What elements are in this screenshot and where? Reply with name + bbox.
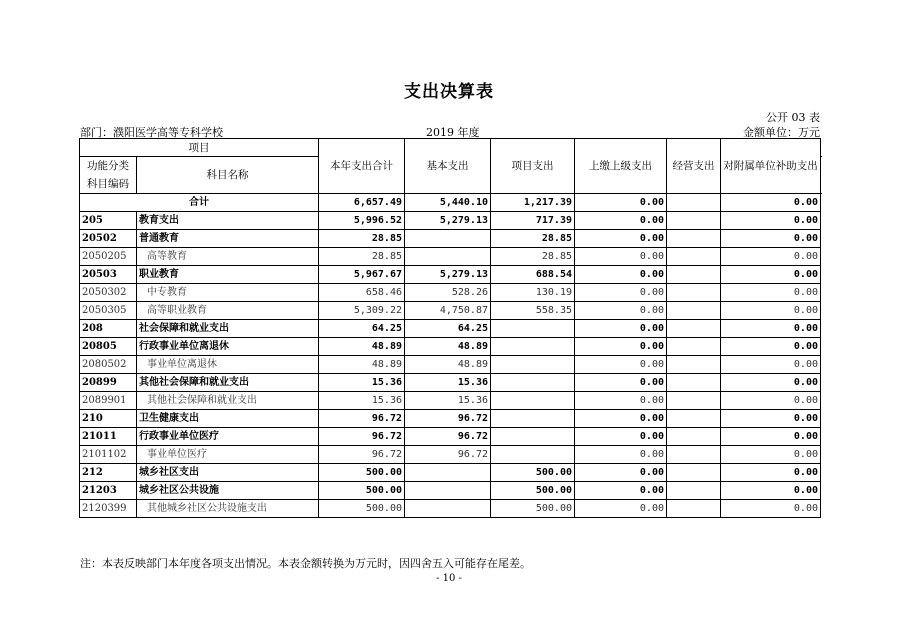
form-code: 公开 03 表 xyxy=(766,111,820,124)
basic-cell xyxy=(405,464,491,482)
basic-cell xyxy=(405,482,491,500)
table-row xyxy=(80,428,821,446)
operating-cell xyxy=(667,266,721,284)
table-row xyxy=(80,212,821,230)
total-label: 合计 xyxy=(80,194,319,212)
table-row xyxy=(80,248,821,266)
basic-cell: 48.89 xyxy=(405,356,491,374)
subsidy-cell: 0.00 xyxy=(721,356,821,374)
subject-code: 205 xyxy=(80,212,137,230)
operating-cell xyxy=(667,284,721,302)
subject-name: 行政事业单位离退休 xyxy=(137,338,319,356)
upper-cell: 0.00 xyxy=(575,248,667,266)
operating-cell xyxy=(667,482,721,500)
subsidy-cell: 0.00 xyxy=(721,194,821,212)
subject-name: 事业单位医疗 xyxy=(137,446,319,464)
upper-cell: 0.00 xyxy=(575,302,667,320)
project-cell xyxy=(491,338,575,356)
subsidy-cell: 0.00 xyxy=(721,482,821,500)
table-row xyxy=(80,320,821,338)
upper-cell: 0.00 xyxy=(575,500,667,518)
subject-code: 208 xyxy=(80,320,137,338)
upper-cell: 0.00 xyxy=(575,284,667,302)
subject-code: 2050302 xyxy=(80,284,137,302)
header-item: 项目 xyxy=(80,139,319,157)
subject-code: 2050305 xyxy=(80,302,137,320)
table-row xyxy=(80,374,821,392)
basic-cell: 48.89 xyxy=(405,338,491,356)
basic-cell: 15.36 xyxy=(405,392,491,410)
total-row xyxy=(80,194,821,212)
table-row xyxy=(80,266,821,284)
subject-code: 2050205 xyxy=(80,248,137,266)
upper-cell: 0.00 xyxy=(575,212,667,230)
subject-code: 20503 xyxy=(80,266,137,284)
operating-cell xyxy=(667,410,721,428)
subsidy-cell: 0.00 xyxy=(721,230,821,248)
operating-cell xyxy=(667,428,721,446)
table-row xyxy=(80,230,821,248)
total-cell: 500.00 xyxy=(319,464,405,482)
subject-code: 2089901 xyxy=(80,392,137,410)
header-subject-name: 科目名称 xyxy=(137,157,319,194)
total-cell: 15.36 xyxy=(319,374,405,392)
subsidy-cell: 0.00 xyxy=(721,392,821,410)
operating-cell xyxy=(667,302,721,320)
expenditure-table xyxy=(79,138,821,518)
basic-cell: 64.25 xyxy=(405,320,491,338)
upper-cell: 0.00 xyxy=(575,464,667,482)
subject-code: 21011 xyxy=(80,428,137,446)
project-cell xyxy=(491,410,575,428)
upper-cell: 0.00 xyxy=(575,374,667,392)
subject-name: 教育支出 xyxy=(137,212,319,230)
project-cell xyxy=(491,356,575,374)
operating-cell xyxy=(667,500,721,518)
project-cell: 500.00 xyxy=(491,464,575,482)
operating-cell xyxy=(667,374,721,392)
basic-cell: 4,750.87 xyxy=(405,302,491,320)
subject-code: 20502 xyxy=(80,230,137,248)
project-cell: 500.00 xyxy=(491,500,575,518)
project-cell: 130.19 xyxy=(491,284,575,302)
subsidy-cell: 0.00 xyxy=(721,428,821,446)
subject-name: 其他城乡社区公共设施支出 xyxy=(137,500,319,518)
total-cell: 96.72 xyxy=(319,428,405,446)
basic-cell xyxy=(405,500,491,518)
table-row xyxy=(80,356,821,374)
subsidy-cell: 0.00 xyxy=(721,266,821,284)
subject-code: 2080502 xyxy=(80,356,137,374)
upper-cell: 0.00 xyxy=(575,230,667,248)
subject-code: 20805 xyxy=(80,338,137,356)
basic-cell: 96.72 xyxy=(405,446,491,464)
page-number: - 10 - xyxy=(436,573,462,584)
upper-cell: 0.00 xyxy=(575,320,667,338)
operating-cell xyxy=(667,320,721,338)
year-label: 2019 年度 xyxy=(426,126,480,139)
total-cell: 6,657.49 xyxy=(319,194,405,212)
basic-cell: 96.72 xyxy=(405,428,491,446)
total-cell: 5,967.67 xyxy=(319,266,405,284)
upper-cell: 0.00 xyxy=(575,194,667,212)
operating-cell xyxy=(667,338,721,356)
operating-cell xyxy=(667,194,721,212)
total-cell: 64.25 xyxy=(319,320,405,338)
subject-name: 城乡社区支出 xyxy=(137,464,319,482)
total-cell: 5,996.52 xyxy=(319,212,405,230)
header-total: 本年支出合计 xyxy=(319,139,405,194)
basic-cell: 15.36 xyxy=(405,374,491,392)
upper-cell: 0.00 xyxy=(575,356,667,374)
footnote: 注：本表反映部门本年度各项支出情况。本表金额转换为万元时，因四舍五入可能存在尾差。 xyxy=(80,557,531,570)
subsidy-cell: 0.00 xyxy=(721,284,821,302)
operating-cell xyxy=(667,212,721,230)
subject-name: 事业单位离退休 xyxy=(137,356,319,374)
basic-cell xyxy=(405,230,491,248)
subject-name: 社会保障和就业支出 xyxy=(137,320,319,338)
subject-name: 中专教育 xyxy=(137,284,319,302)
subsidy-cell: 0.00 xyxy=(721,212,821,230)
subsidy-cell: 0.00 xyxy=(721,302,821,320)
subsidy-cell: 0.00 xyxy=(721,446,821,464)
project-cell xyxy=(491,428,575,446)
subsidy-cell: 0.00 xyxy=(721,410,821,428)
department-label: 部门：濮阳医学高等专科学校 xyxy=(80,126,223,139)
project-cell: 688.54 xyxy=(491,266,575,284)
header-operating: 经营支出 xyxy=(667,139,721,194)
project-cell xyxy=(491,446,575,464)
header-project: 项目支出 xyxy=(491,139,575,194)
operating-cell xyxy=(667,464,721,482)
project-cell: 28.85 xyxy=(491,248,575,266)
subsidy-cell: 0.00 xyxy=(721,338,821,356)
upper-cell: 0.00 xyxy=(575,446,667,464)
total-cell: 15.36 xyxy=(319,392,405,410)
total-cell: 500.00 xyxy=(319,482,405,500)
project-cell xyxy=(491,374,575,392)
subject-code: 2101102 xyxy=(80,446,137,464)
basic-cell xyxy=(405,248,491,266)
upper-cell: 0.00 xyxy=(575,410,667,428)
project-cell xyxy=(491,392,575,410)
header-basic: 基本支出 xyxy=(405,139,491,194)
project-cell: 558.35 xyxy=(491,302,575,320)
upper-cell: 0.00 xyxy=(575,392,667,410)
table-row xyxy=(80,410,821,428)
table-row xyxy=(80,464,821,482)
basic-cell: 5,279.13 xyxy=(405,212,491,230)
upper-cell: 0.00 xyxy=(575,428,667,446)
subject-name: 职业教育 xyxy=(137,266,319,284)
operating-cell xyxy=(667,230,721,248)
total-cell: 500.00 xyxy=(319,500,405,518)
total-cell: 96.72 xyxy=(319,410,405,428)
project-cell: 500.00 xyxy=(491,482,575,500)
total-cell: 48.89 xyxy=(319,338,405,356)
subject-name: 高等职业教育 xyxy=(137,302,319,320)
subsidy-cell: 0.00 xyxy=(721,374,821,392)
subject-code: 21203 xyxy=(80,482,137,500)
unit-label: 金额单位：万元 xyxy=(743,126,820,139)
table-row xyxy=(80,392,821,410)
table-row xyxy=(80,302,821,320)
total-cell: 48.89 xyxy=(319,356,405,374)
basic-cell: 528.26 xyxy=(405,284,491,302)
project-cell: 28.85 xyxy=(491,230,575,248)
project-cell xyxy=(491,320,575,338)
subject-name: 高等教育 xyxy=(137,248,319,266)
subsidy-cell: 0.00 xyxy=(721,248,821,266)
project-cell: 717.39 xyxy=(491,212,575,230)
operating-cell xyxy=(667,248,721,266)
subject-name: 卫生健康支出 xyxy=(137,410,319,428)
subject-code: 2120399 xyxy=(80,500,137,518)
subject-name: 行政事业单位医疗 xyxy=(137,428,319,446)
project-cell: 1,217.39 xyxy=(491,194,575,212)
header-subsidy: 对附属单位补助支出 xyxy=(721,139,821,194)
subject-name: 城乡社区公共设施 xyxy=(137,482,319,500)
total-cell: 658.46 xyxy=(319,284,405,302)
subsidy-cell: 0.00 xyxy=(721,500,821,518)
subject-name: 其他社会保障和就业支出 xyxy=(137,392,319,410)
table-row xyxy=(80,284,821,302)
total-cell: 28.85 xyxy=(319,230,405,248)
basic-cell: 5,279.13 xyxy=(405,266,491,284)
subject-code: 20899 xyxy=(80,374,137,392)
upper-cell: 0.00 xyxy=(575,266,667,284)
basic-cell: 5,440.10 xyxy=(405,194,491,212)
upper-cell: 0.00 xyxy=(575,482,667,500)
page-title: 支出决算表 xyxy=(404,82,494,102)
subject-name: 普通教育 xyxy=(137,230,319,248)
operating-cell xyxy=(667,356,721,374)
subsidy-cell: 0.00 xyxy=(721,320,821,338)
table-row xyxy=(80,500,821,518)
total-cell: 5,309.22 xyxy=(319,302,405,320)
total-cell: 28.85 xyxy=(319,248,405,266)
table-row xyxy=(80,446,821,464)
table-row xyxy=(80,338,821,356)
subsidy-cell: 0.00 xyxy=(721,464,821,482)
upper-cell: 0.00 xyxy=(575,338,667,356)
total-cell: 96.72 xyxy=(319,446,405,464)
subject-code: 212 xyxy=(80,464,137,482)
header-upper: 上缴上级支出 xyxy=(575,139,667,194)
table-row xyxy=(80,482,821,500)
subject-code: 210 xyxy=(80,410,137,428)
subject-name: 其他社会保障和就业支出 xyxy=(137,374,319,392)
header-func-code: 功能分类科目编码 xyxy=(80,157,137,194)
operating-cell xyxy=(667,446,721,464)
basic-cell: 96.72 xyxy=(405,410,491,428)
operating-cell xyxy=(667,392,721,410)
